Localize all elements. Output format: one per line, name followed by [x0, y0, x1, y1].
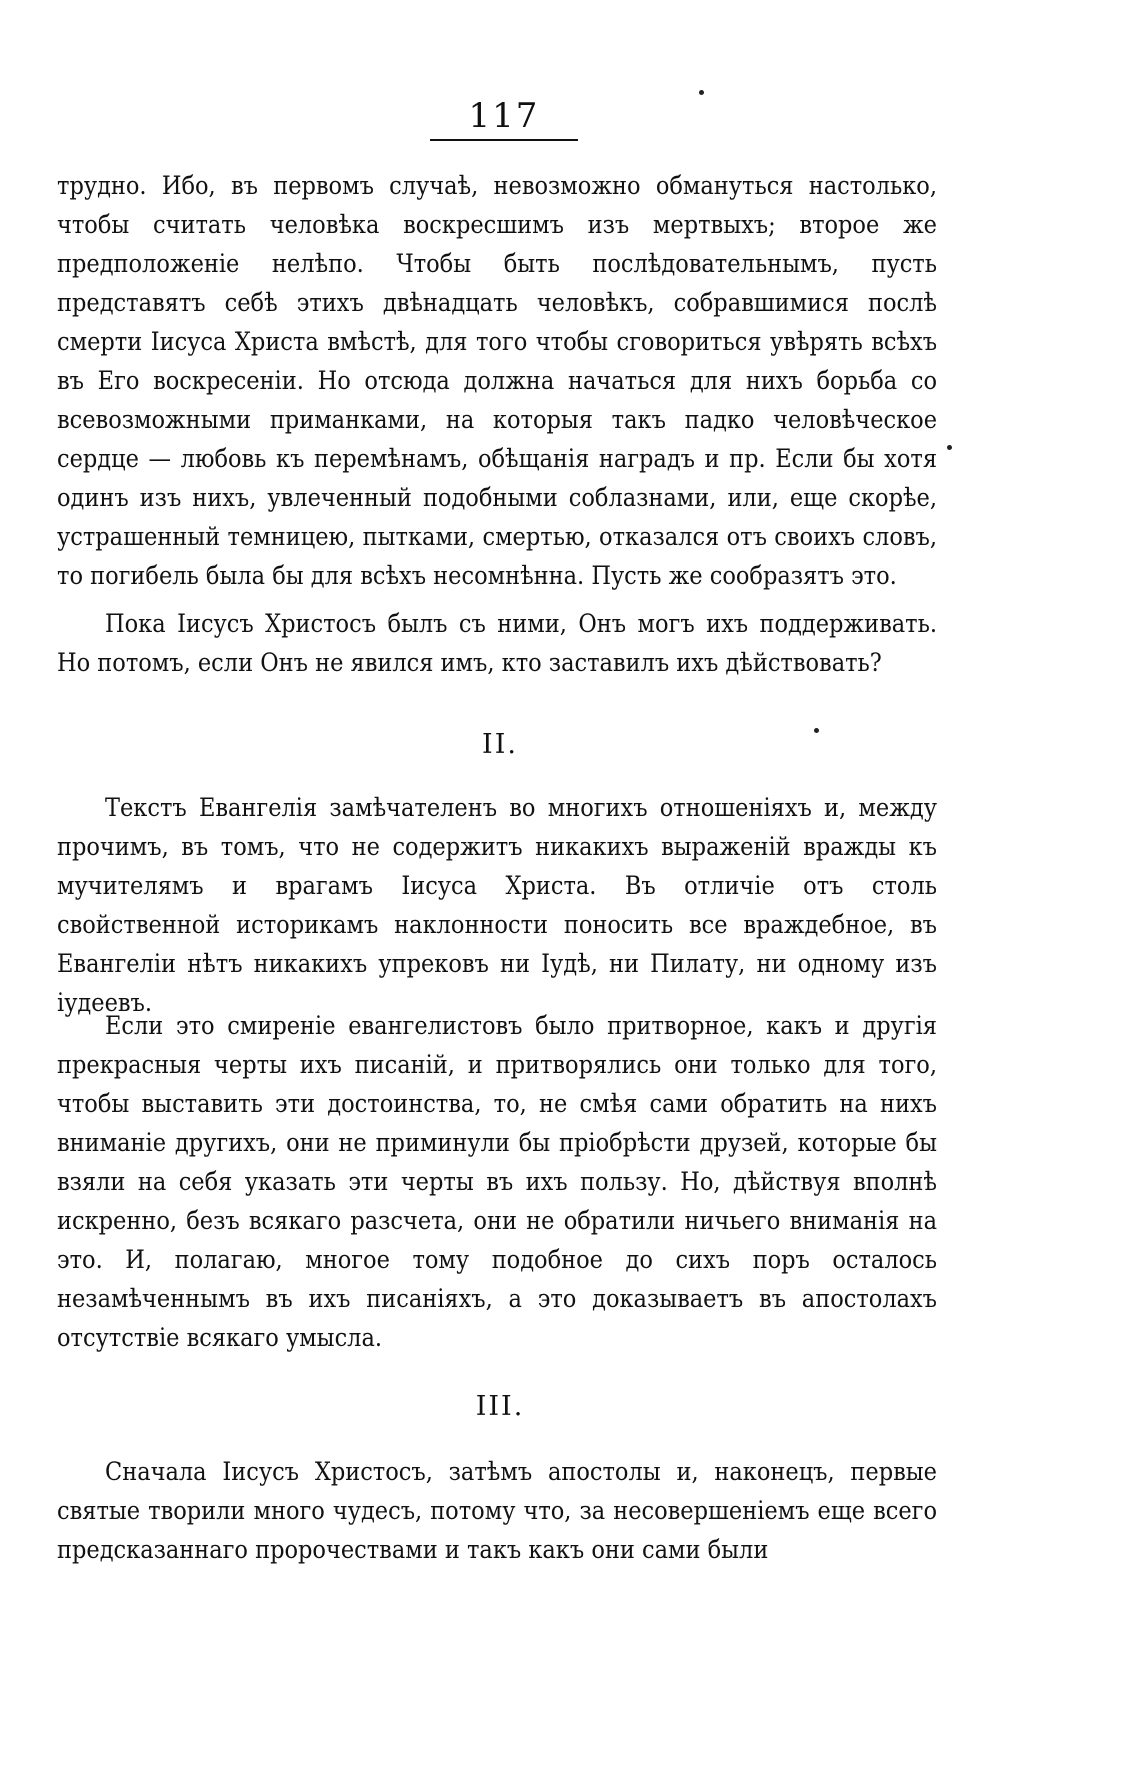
continuation-paragraph-1 — [57, 166, 937, 595]
section-heading-3: III. — [475, 1391, 525, 1422]
print-speck — [699, 90, 704, 95]
continuation-paragraph-2 — [57, 604, 937, 682]
print-speck — [947, 445, 952, 450]
paragraph-text: Текстъ Евангелія замѣчателенъ во многихъ отношеніяхъ и, между прочимъ, въ томъ, что не содержитъ никакихъ выраженій вражды къ мучителямъ и врагамъ Іисуса Христа. Въ отличіе отъ столь свойственной историкамъ наклонности поносить все враждебное, въ Евангеліи нѣтъ никакихъ упрековъ ни Іудѣ, ни Пилату, ни одному изъ іудеевъ. — [57, 793, 937, 1017]
section-heading-2: II. — [482, 729, 518, 760]
paragraph-text: Сначала Іисусъ Христосъ, затѣмъ апостолы и, наконецъ, первые святые творили много чудесъ, потому что, за несовершеніемъ еще всего предсказаннаго пророчествами и такъ какъ они сами были — [57, 1457, 937, 1564]
section-2-paragraph-2 — [57, 1006, 937, 1357]
page-number-underline — [430, 139, 578, 141]
paragraph-text: трудно. Ибо, въ первомъ случаѣ, невозможно обмануться настолько, чтобы считать человѣка воскресшимъ изъ мертвыхъ; второе же предположеніе нелѣпо. Чтобы быть послѣдовательнымъ, пусть представятъ себѣ этихъ двѣнадцать человѣкъ, собравшимися послѣ смерти Іисуса Христа вмѣстѣ, для того чтобы сговориться увѣрять всѣхъ въ Его воскресеніи. Но отсюда должна начаться для нихъ борьба со всевозможными приманками, на которыя такъ падко человѣческое сердце — любовь къ перемѣнамъ, обѣщанія наградъ и пр. Если бы хотя одинъ изъ нихъ, увлеченный подобными соблазнами, или, еще скорѣе, устрашенный темницею, пытками, смертью, отказался отъ своихъ словъ, то погибель была бы для всѣхъ несомнѣнна. Пусть же сообразятъ это. — [57, 171, 937, 590]
paragraph-text: Пока Іисусъ Христосъ былъ съ ними, Онъ могъ ихъ поддерживать. Но потомъ, если Онъ не явился имъ, кто заставилъ ихъ дѣйствовать? — [57, 609, 937, 677]
paragraph-text: Если это смиреніе евангелистовъ было притворное, какъ и другія прекрасныя черты ихъ писаній, и притворялись они только для того, чтобы выставить эти достоинства, то, не смѣя сами обратить на нихъ вниманіе другихъ, они не приминули бы пріобрѣсти друзей, которые бы взяли на себя указать эти черты въ ихъ пользу. Но, дѣйствуя вполнѣ искренно, безъ всякаго разсчета, они не обратили ничьего вниманія на это. И, полагаю, многое тому подобное до сихъ поръ осталось незамѣченнымъ въ ихъ писаніяхъ, а это доказываетъ въ апостолахъ отсутствіе всякаго умысла. — [57, 1011, 937, 1352]
print-speck — [814, 728, 819, 733]
section-3-paragraph-1 — [57, 1452, 937, 1569]
section-2-paragraph-1 — [57, 788, 937, 1022]
page-number: 117 — [468, 96, 540, 136]
